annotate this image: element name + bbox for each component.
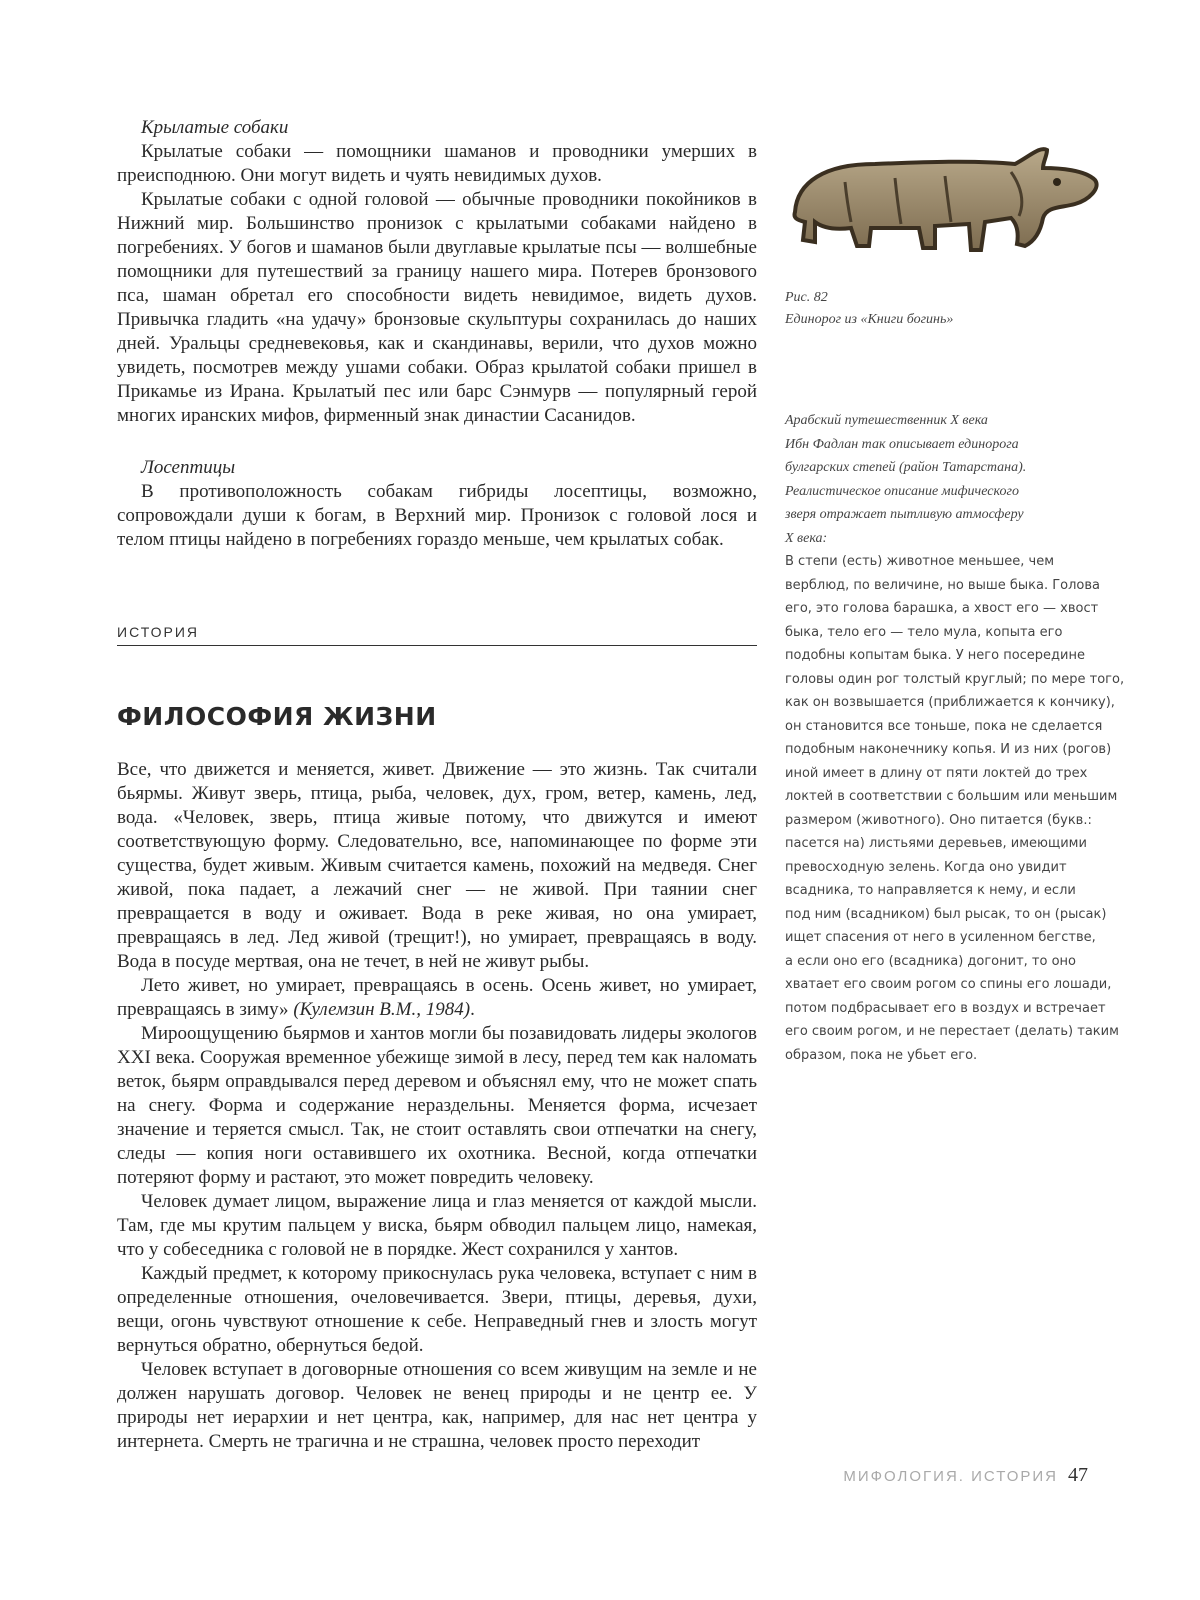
section-philosophy [117,758,757,1454]
paragraph: Крылатые собаки — помощники шаманов и проводники умерших в преисподнюю. Они могут видеть и чуять невидимых духов. [117,141,757,186]
section-divider [117,645,757,646]
paragraph: В противоположность собакам гибриды лосептицы, возможно, сопровождали души к богам, в Верхний мир. Пронизок с головой лося и телом птицы найдено в погребениях гораздо меньше, чем крылатых собак. [117,481,757,550]
paragraph: Лето живет, но умирает, превращаясь в осень. Осень живет, но умирает, превращаясь в зиму» (Кулемзин В.М., 1984). [117,975,757,1020]
paragraph: Мироощущению бьярмов и хантов могли бы позавидовать лидеры экологов XXI века. Сооружая временное убежище зимой в лесу, перед тем как наломать веток, бьярм оправдывался перед деревом и объяснял ему, что не может спать на снегу. Форма и содержание нераздельны. Меняется форма, исчезает значение и теряется смысл. Так, не стоит оставлять свои отпечатки на снегу, следы — копия ноги оставившего их охотника. Весной, когда отпечатки потеряют форму и растают, это может повредить человеку. [117,1023,757,1188]
section-dogs [117,116,757,552]
paragraph: Человек вступает в договорные отношения со всем живущим на земле и не должен нарушать договор. Человек не венец природы и не центр ее. У природы нет иерархии и нет центра, как, например, для нас нет центра у интернета. Смерть не трагична и не страшна, человек просто переходит [117,1359,757,1452]
paragraph: Человек думает лицом, выражение лица и глаз меняется от каждой мысли. Там, где мы крутим пальцем у виска, бьярм обводил пальцем лицо, намекая, что у собеседника с головой не в порядке. Жест сохранился у хантов. [117,1191,757,1260]
paragraph: Все, что движется и меняется, живет. Движение — это жизнь. Так считали бьярмы. Живут зверь, птица, рыба, человек, дух, гром, ветер, камень, лед, вода. «Человек, зверь, птица живые потому, что движутся и имеют соответствующую форму. Следовательно, все, напоминающее по форме эти существа, будет живым. Живым считается камень, похожий на медведя. Снег живой, пока падает, а лежачий снег — не живой. При таянии снег превращается в воду и оживает. Вода в реке живая, но она умирает, превращаясь в лед. Лед живой (трещит!), но умирает, превращаясь в воду. Вода в посуде мертвая, она не течет, в ней не живут рыбы. [117,759,757,972]
citation: (Кулемзин В.М., 1984) [293,999,471,1020]
figure-caption: Единорог из «Книги богинь» [785,312,954,327]
unicorn-figurine-icon [785,142,1105,262]
quote-intro: Арабский путешественник X века Ибн Фадлан так описывает единорога булгарских степей (район Татарстана). Реалистическое описание мифического зверя отражает пытливую атмосферу X века: [785,413,1027,546]
paragraph: Каждый предмет, к которому прикоснулась рука человека, вступает с ним в определенные отношения, очеловечивается. Звери, птицы, деревья, духи, вещи, огонь чувствуют отношение к себе. Неправедный гнев и злость могут вернуться обратно, обернуться бедой. [117,1263,757,1356]
subhead-winged-dogs: Крылатые собаки [141,117,289,138]
sidebar [785,142,1125,1067]
figure-number: Рис. 82 [785,290,828,305]
page-footer [843,1464,1088,1487]
subhead-elk-birds: Лосептицы [141,457,236,478]
page-number: 47 [1068,1464,1088,1486]
quote-body: В степи (есть) животное меньшее, чем верблюд, по величине, но выше быка. Голова его, это голова барашка, а хвост его — хвост быка, тело его — тело мула, копыта его подобны копытам быка. У него посередине головы один рог толстый круглый; по мере того, как он возвышается (приближается к кончику), он становится все тоньше, пока не сделается подобным наконечнику копья. И из них (рогов) иной имеет в длину от пяти локтей до трех локтей в соответствии с большим или меньшим размером (животного). Оно питается (букв.: пасется на) листьями деревьев, имеющими превосходную зелень. Когда оно увидит всадника, то направляется к нему, и если под ним (всадником) был рысак, то он (рысак) ищет спасения от него в усиленном бегстве, а если оно его (всадника) догонит, то оно хватает его своим рогом со спины его лошади, потом подбрасывает его в воздух и встречает его своим рогом, и не перестает (делать) таким образом, пока не убьет его. [785,554,1125,1063]
section-label: ИСТОРИЯ [117,624,200,640]
running-footer: МИФОЛОГИЯ. ИСТОРИЯ [843,1468,1058,1485]
paragraph: Крылатые собаки с одной головой — обычные проводники покойников в Нижний мир. Большинство пронизок с крылатыми собаками найдено в погребениях. У богов и шаманов были двуглавые крылатые псы — волшебные помощники для путешествий за границу нашего мира. Потерев бронзового пса, шаман обретал его способности видеть невидимое, видеть духов. Привычка гладить «на удачу» бронзовые скульптуры сохранилась до наших дней. Уральцы средневековья, как и скандинавы, верили, что духов можно увидеть, посмотрев между ушами собаки. Образ крылатой собаки пришел в Прикамье из Ирана. Крылатый пес или барс Сэнмурв — популярный герой многих иранских мифов, фирменный знак династии Сасанидов. [117,189,757,426]
section-title: ФИЛОСОФИЯ ЖИЗНИ [117,702,437,731]
